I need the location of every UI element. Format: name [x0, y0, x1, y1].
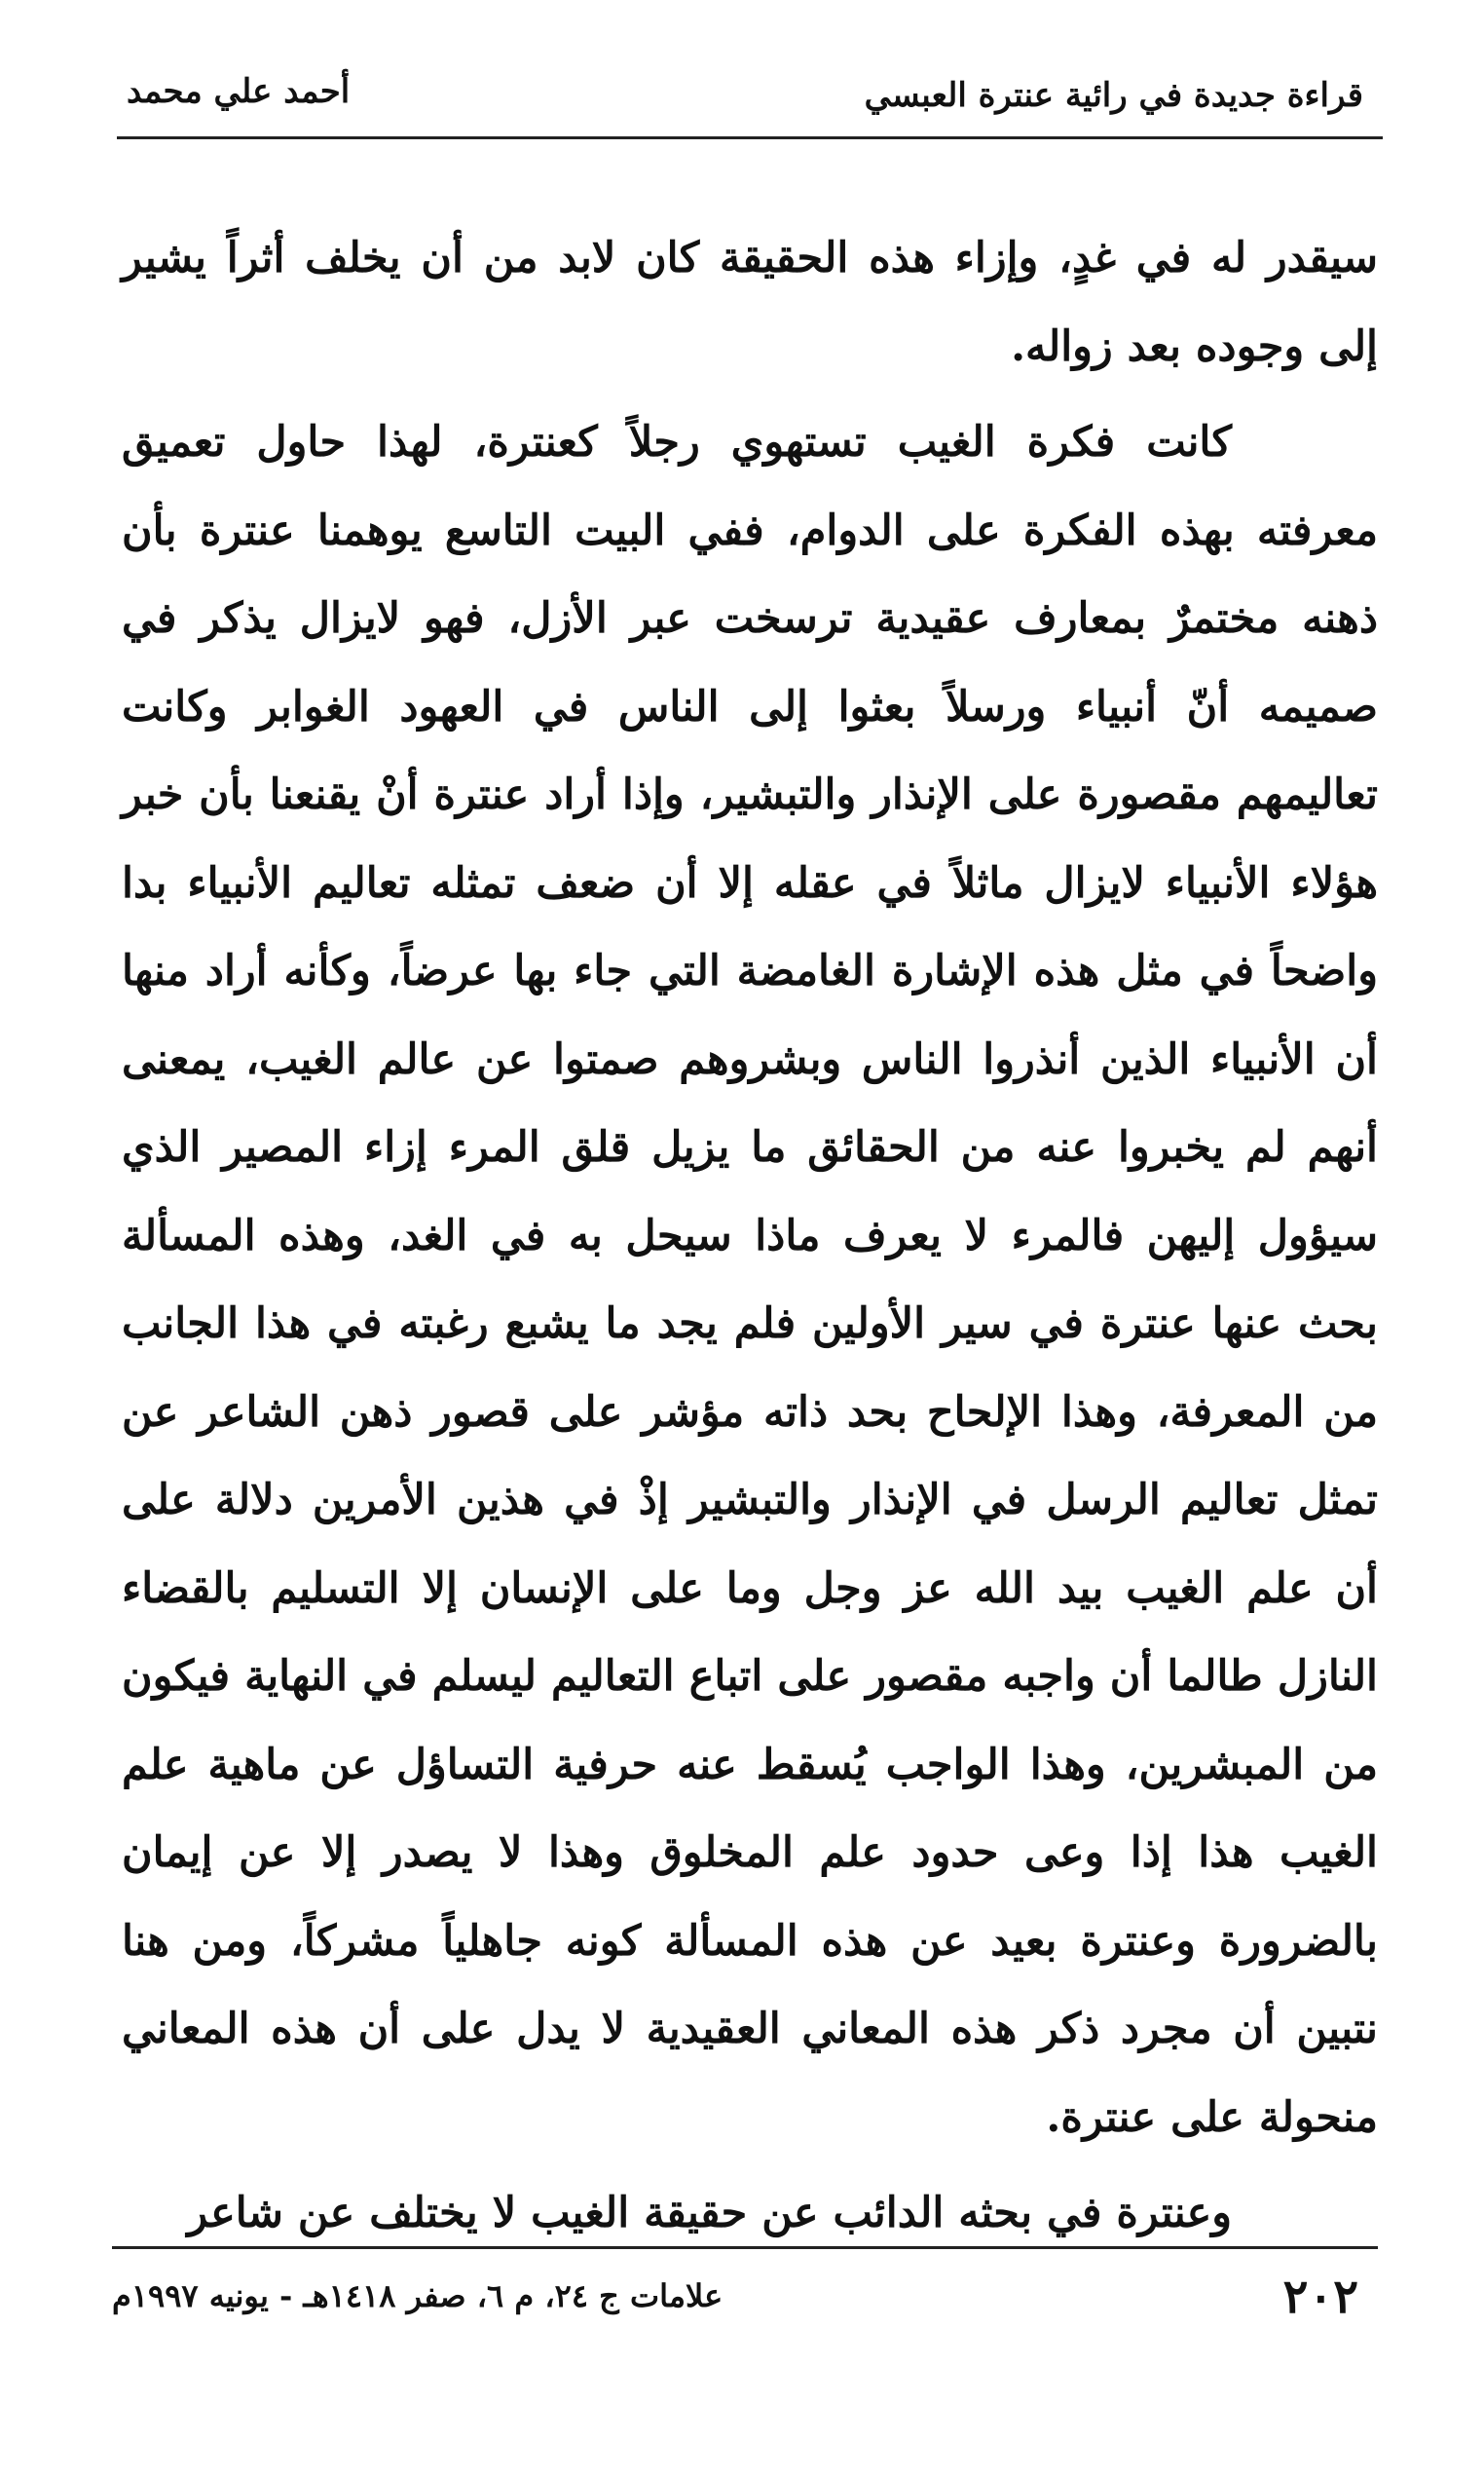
paragraph-continuation: سيقدر له في غدٍ، وإزاء هذه الحقيقة كان لابد من أن يخلف أثراً يشير إلى وجوده بعد زواله. — [122, 234, 1378, 371]
journal-info: علامات ج ٢٤، م ٦، صفر ١٤١٨هـ - يونيه ١٩٩٧م — [112, 2277, 723, 2314]
header-author: أحمد علي محمد — [127, 72, 351, 111]
running-header — [117, 68, 1383, 139]
paragraph-last: وعنترة في بحثه الدائب عن حقيقة الغيب لا يختلف عن شاعر — [187, 2189, 1232, 2237]
page-footer — [112, 2270, 1378, 2338]
header-title: قراءة جديدة في رائية عنترة العبسي — [864, 76, 1363, 115]
body-text — [122, 214, 1378, 2258]
page-number: ٢٠٢ — [1282, 2270, 1358, 2324]
paragraph-main: كانت فكرة الغيب تستهوي رجلاً كعنترة، لهذا حاول تعميق معرفته بهذه الفكرة على الدوام، ففي البيت التاسع يوهمنا عنترة بأن ذهنه مختمرٌ بمعارف عقيدية ترسخت عبر الأزل، فهو لايزال يذكر في صميمه أنّ أنبياء ورسلاً بعثوا إلى الناس في العهود الغوابر وكانت تعاليمهم مقصورة على الإنذار والتبشير، وإذا أراد عنترة أنْ يقنعنا بأن خبر هؤلاء الأنبياء لايزال ماثلاً في عقله إلا أن ضعف تمثله تعاليم الأنبياء بدا واضحاً في مثل هذه الإشارة الغامضة التي جاء بها عرضاً، وكأنه أراد منها أن الأنبياء الذين أنذروا الناس وبشروهم صمتوا عن عالم الغيب، يمعنى أنهم لم يخبروا عنه من الحقائق ما يزيل قلق المرء إزاء المصير الذي سيؤول إليهن فالمرء لا يعرف ماذا سيحل به في الغد، وهذه المسألة بحث عنها عنترة في سير الأولين فلم يجد ما يشبع رغبته في هذا الجانب من المعرفة، وهذا الإلحاح بحد ذاته مؤشر على قصور ذهن الشاعر عن تمثل تعاليم الرسل في الإنذار والتبشير إذْ في هذين الأمرين دلالة على أن علم الغيب بيد الله عز وجل وما على الإنسان إلا التسليم بالقضاء النازل طالما أن واجبه مقصور على اتباع التعاليم ليسلم في النهاية فيكون من المبشرين، وهذا الواجب يُسقط عنه حرفية التساؤل عن ماهية علم الغيب هذا إذا وعى حدود علم المخلوق وهذا لا يصدر إلا عن إيمان بالضرورة وعنترة بعيد عن هذه المسألة كونه جاهلياً مشركاً، ومن هنا نتبين أن مجرد ذكر هذه المعاني العقيدية لا يدل على أن هذه المعاني منحولة على عنترة. — [122, 418, 1378, 2142]
footer-divider — [112, 2246, 1378, 2249]
